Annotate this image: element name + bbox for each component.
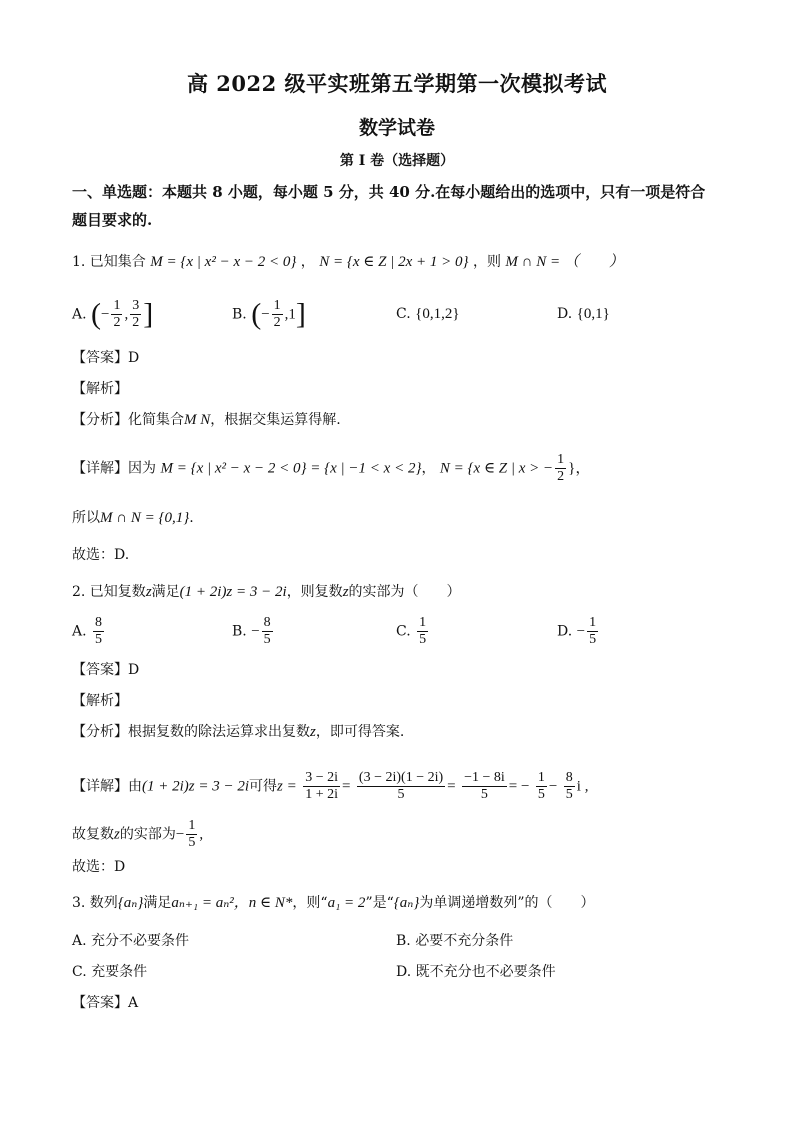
q1-option-d-value: {0,1}	[576, 306, 610, 322]
q1-option-d	[557, 304, 610, 324]
exam-subject: 数学试卷	[358, 117, 435, 139]
q1-detail-expr: M = {x | x² − x − 2 < 0} = {x | −1 < x < 2}	[160, 460, 422, 477]
q2-eq: (1 + 2i)z = 3 − 2i	[179, 584, 287, 600]
fraction: $\frac{8}{5}$	[565, 770, 573, 802]
q2-option-a-label: A.	[72, 623, 87, 640]
q2-tail: ，则复数	[286, 584, 343, 600]
q2-satisfy: 满足	[151, 584, 180, 600]
q1-option-c-label: C.	[396, 306, 411, 322]
q2-prefix: 2. 已知复数	[72, 584, 146, 600]
q1-prefix: 1. 已知集合	[72, 254, 146, 270]
q2-z-2: z	[342, 584, 349, 600]
q2-option-c-label: C.	[396, 623, 411, 640]
q2-answer-value: D	[128, 662, 140, 678]
q2-option-a	[72, 615, 106, 648]
q2-choose: 故选：D	[72, 859, 126, 875]
q1-fenxi-text: 化简集合	[128, 412, 184, 428]
fraction: $\frac{1}{2}$	[273, 298, 281, 330]
q1-stem	[72, 252, 624, 272]
fraction: $\frac{1}{5}$	[537, 770, 545, 802]
q1-result-expr: M ∩ N = {0,1}	[100, 510, 190, 526]
q3-then: ，则“	[292, 895, 328, 911]
q3-answer	[72, 993, 138, 1013]
q2-stem	[72, 582, 461, 602]
q1-detail	[72, 452, 590, 485]
q2-detail: 【详解】由(1 + 2i)z = 3 − 2i可得z = $\frac{3 - 2i}{1 + 2i}$ = $\frac{(3 - 2i)(1 - 2i)}{5}$ = $\frac{-1 - 8i}{5}$ = − $\frac{1}{5}$ − $\frac{8}{5}$ i ,	[72, 770, 589, 802]
xiangjie-tag: 【详解】	[72, 460, 128, 477]
exam-title: 高 2022 级平实班第五学期第一次模拟考试	[186, 71, 608, 96]
fraction: $\frac{1}{5}$	[419, 615, 427, 647]
q1-result	[72, 508, 194, 528]
q3-seq: {aₙ}	[117, 895, 144, 911]
q2-option-b-label: B.	[232, 623, 247, 640]
q1-choose: 故选：D.	[72, 547, 130, 563]
q2-conclusion-z: z	[114, 826, 120, 843]
q1-option-a-label: A.	[72, 306, 87, 323]
q1-fenxi-tail: ，根据交集运算得解.	[210, 412, 341, 428]
q2-option-b: B. − $\frac{8}{5}$	[232, 615, 271, 647]
q3-cond: a₁ = 2	[327, 895, 366, 911]
fenxi-tag: 【分析】	[72, 724, 128, 740]
q3-stem	[72, 893, 595, 913]
fraction: $\frac{1}{2}$	[557, 452, 565, 484]
q2-tail2: 的实部为（ ）	[348, 584, 461, 600]
fraction: $\frac{-1 - 8i}{5}$	[464, 770, 505, 802]
q1-result-b: .	[189, 510, 194, 526]
q1-detail-b: ，	[421, 460, 436, 477]
q2-option-d-label: D.	[557, 623, 573, 640]
section-instructions-line2: 题目要求的.	[72, 211, 153, 229]
q1-detail-n-end: }，	[568, 460, 591, 477]
answer-tag: 【答案】	[72, 995, 128, 1011]
q3-answer-value: A	[128, 995, 139, 1011]
fenxi-tag: 【分析】	[72, 412, 128, 428]
q2-fenxi-tail: ，即可得答案.	[315, 724, 405, 740]
q2-conclusion: 故复数z的实部为− $\frac{1}{5}$ ,	[72, 818, 204, 850]
fraction: $\frac{1}{5}$	[188, 818, 196, 850]
answer-tag: 【答案】	[72, 350, 128, 366]
q2-fenxi	[72, 722, 404, 742]
q3-option-c: C. 充要条件	[72, 964, 148, 980]
q2-detail-b: 可得	[249, 778, 278, 795]
q3-prefix: 3. 数列	[72, 895, 118, 911]
fraction: $\frac{1}{2}$	[113, 298, 121, 330]
q1-fenxi-sym: M N	[184, 412, 211, 428]
q3-option-a: A. 充分不必要条件	[72, 933, 190, 949]
q2-conclusion-a: 故复数	[72, 826, 114, 843]
q2-analysis-head: 【解析】	[72, 693, 128, 709]
q2-detail-a: 由	[128, 778, 142, 795]
exam-part: 第 I 卷（选择题）	[339, 153, 455, 169]
xiangjie-tag: 【详解】	[72, 778, 128, 795]
q2-option-c	[396, 615, 430, 648]
q2-answer	[72, 660, 139, 680]
fraction: $\frac{(3 - 2i)(1 - 2i)}{5}$	[358, 770, 444, 802]
q1-detail-n: N = {x ∈ Z | x > −	[439, 460, 554, 477]
q1-answer	[72, 348, 139, 368]
q1-option-b: B. (− $\frac{1}{2}$ ,1]	[232, 297, 306, 331]
q1-option-a: A. (− $\frac{1}{2}$ , $\frac{3}{2}$ ]	[72, 297, 154, 331]
q1-option-c-value: {0,1,2}	[415, 306, 460, 322]
q1-detail-a: 因为	[128, 460, 156, 477]
q1-option-d-label: D.	[557, 306, 573, 322]
q1-set-m: M = {x | x² − x − 2 < 0}	[150, 254, 297, 270]
q3-option-d: D. 既不充分也不必要条件	[396, 964, 556, 980]
fraction: $\frac{3 - 2i}{1 + 2i}$	[305, 770, 338, 802]
q1-result-a: 所以	[72, 510, 100, 526]
q1-comma: ，	[300, 254, 315, 270]
q2-fenxi-z: z	[310, 724, 316, 740]
q2-z: z	[145, 584, 152, 600]
open-paren: (	[251, 297, 262, 331]
close-bracket: ]	[295, 297, 306, 331]
fraction: $\frac{1}{5}$	[589, 615, 597, 647]
q1-set-n: N = {x ∈ Z | 2x + 1 > 0}	[319, 254, 469, 270]
q1-option-b-label: B.	[232, 306, 247, 323]
q3-is: ”是“	[365, 895, 394, 911]
close-bracket: ]	[143, 297, 154, 331]
q1-ask: M ∩ N = （ ）	[505, 254, 624, 270]
fraction: $\frac{3}{2}$	[132, 298, 140, 330]
q1-then: ，则	[472, 254, 501, 270]
q2-option-d: D. − $\frac{1}{5}$	[557, 615, 597, 647]
section-instructions-line1: 一、单选题：本题共 8 小题，每小题 5 分，共 40 分.在每小题给出的选项中，只有一项是符合	[72, 183, 706, 201]
q1-fenxi	[72, 410, 341, 430]
fraction: $\frac{8}{5}$	[95, 615, 103, 647]
q1-answer-value: D	[128, 350, 140, 366]
q1-analysis-head: 【解析】	[72, 381, 128, 397]
q1-option-c	[396, 304, 460, 324]
q3-tail: 为单调递增数列”的（ ）	[419, 895, 595, 911]
open-paren: (	[91, 297, 102, 331]
q2-detail-eq: (1 + 2i)z = 3 − 2i	[142, 778, 250, 795]
fraction: $\frac{8}{5}$	[263, 615, 271, 647]
q2-fenxi-text: 根据复数的除法运算求出复数	[128, 724, 310, 740]
q2-conclusion-b: 的实部为	[119, 826, 176, 843]
q3-rec: aₙ₊₁ = aₙ²，n ∈ N*	[171, 895, 293, 911]
q3-satisfy: 满足	[143, 895, 172, 911]
q3-seq2: {aₙ}	[393, 895, 420, 911]
q3-option-b: B. 必要不充分条件	[396, 933, 514, 949]
answer-tag: 【答案】	[72, 662, 128, 678]
